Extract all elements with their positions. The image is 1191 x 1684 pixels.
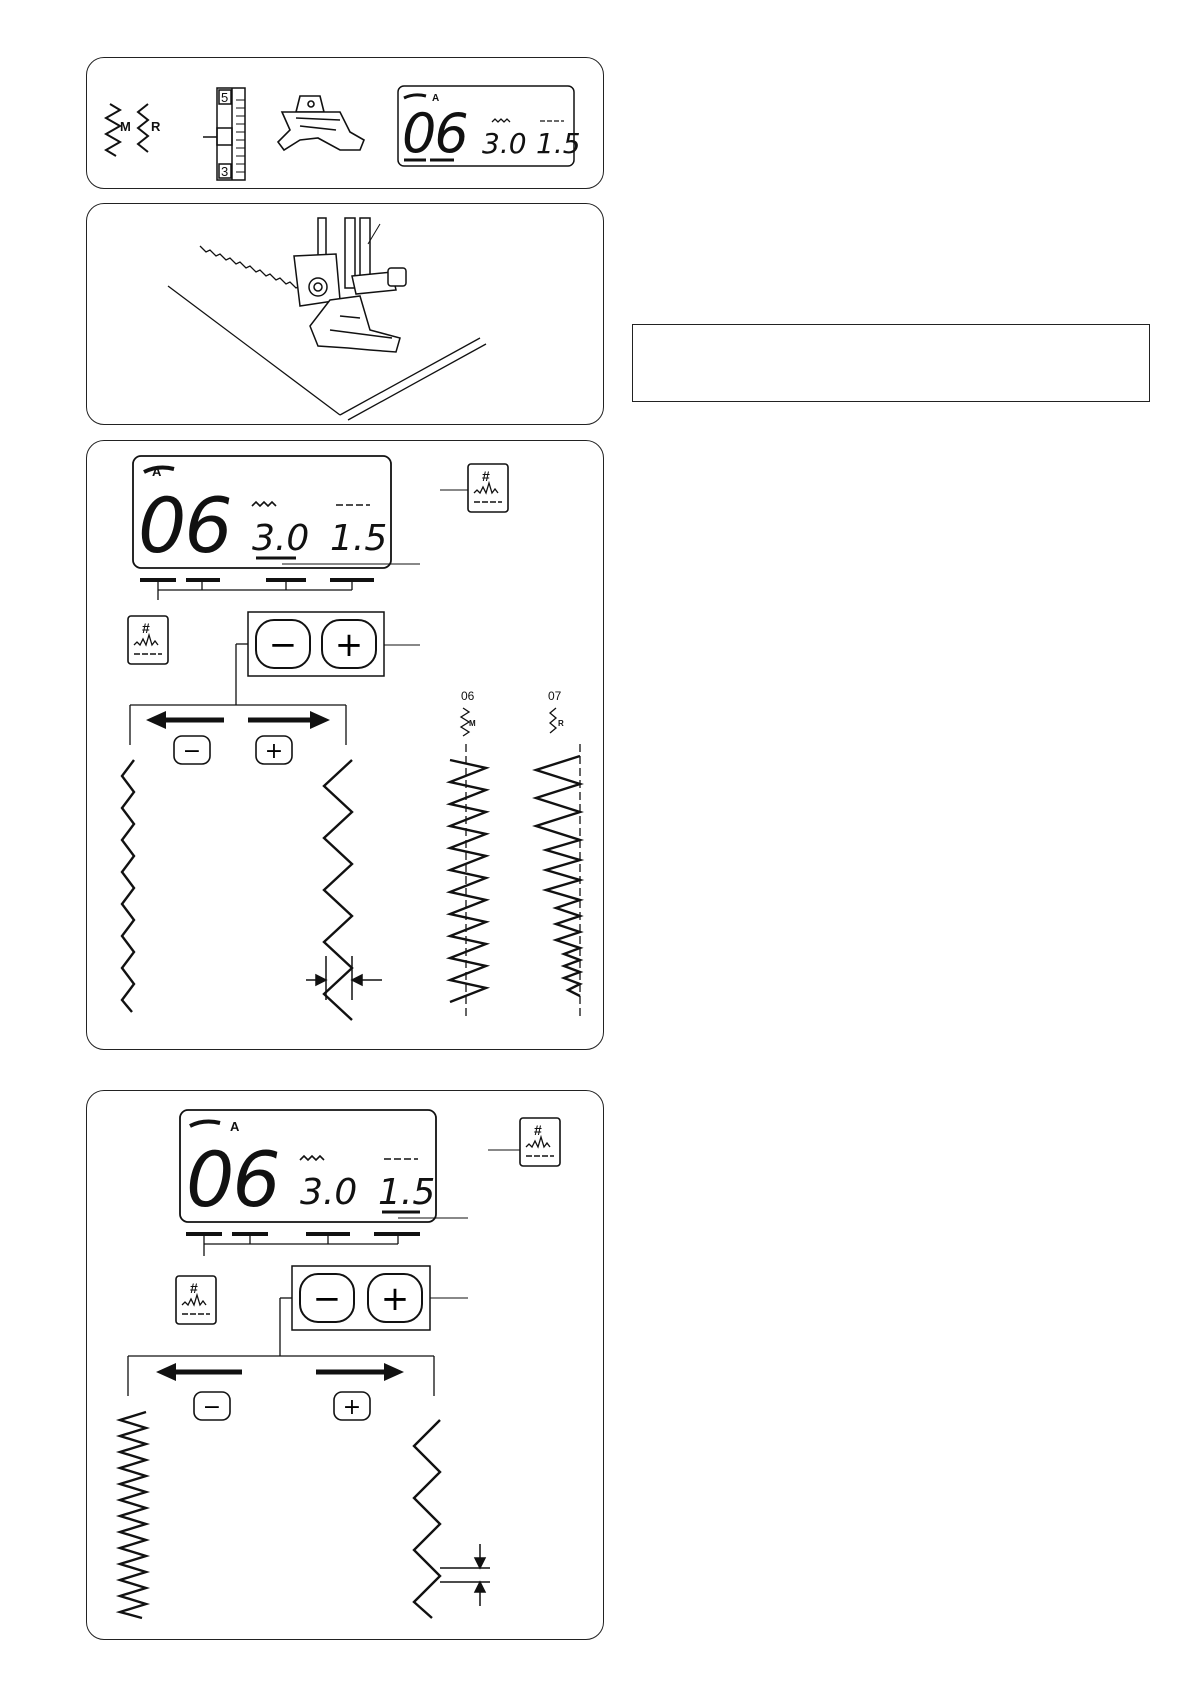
lcd-foot-letter: A — [152, 464, 162, 479]
small-minus-label: − — [182, 739, 202, 764]
foot-icon — [190, 1122, 220, 1126]
minus-label: − — [268, 625, 298, 665]
length-dimension-marker — [440, 1544, 490, 1606]
lcd-length-value: 1.5 — [536, 127, 581, 160]
decrease-arrow — [156, 1363, 242, 1381]
sample-06-number: 06 — [461, 689, 475, 703]
lcd-pattern-number: 06 — [186, 1135, 279, 1224]
small-plus-label: + — [342, 1395, 362, 1420]
lcd-width-value: 3.0 — [252, 518, 310, 559]
dense-zigzag-sample — [120, 1412, 146, 1618]
lcd-width-value: 3.0 — [482, 127, 527, 160]
adjust-key-symbol: # — [482, 468, 490, 484]
lcd-foot-letter: A — [230, 1119, 240, 1134]
sample-07-mark: R — [558, 719, 564, 728]
lcd-width-value: 3.0 — [300, 1172, 358, 1213]
plus-label: + — [380, 1279, 410, 1319]
minus-label: − — [312, 1279, 342, 1319]
sample-07-number: 07 — [548, 689, 562, 703]
stitch-mark-m: M — [120, 119, 131, 134]
dial-top-number: 5 — [221, 90, 229, 105]
increase-arrow — [316, 1363, 404, 1381]
adjust-key-symbol: # — [534, 1122, 542, 1138]
adjust-key-symbol-left: # — [190, 1280, 198, 1296]
lcd-foot-letter: A — [432, 93, 440, 104]
lcd-pattern-number: 06 — [138, 481, 231, 570]
small-minus-label: − — [202, 1395, 222, 1420]
dial-bottom-number: 3 — [221, 164, 229, 179]
lcd-pattern-number: 06 — [402, 102, 467, 165]
lcd-length-value: 1.5 — [378, 1172, 436, 1213]
small-plus-label: + — [264, 739, 284, 764]
sample-06-mark: M — [469, 719, 476, 728]
adjust-key-symbol-left: # — [142, 620, 150, 636]
stitch-mark-r: R — [151, 119, 161, 134]
plus-label: + — [334, 625, 364, 665]
lcd-length-value: 1.5 — [330, 518, 388, 559]
sparse-zigzag-sample — [414, 1420, 440, 1618]
